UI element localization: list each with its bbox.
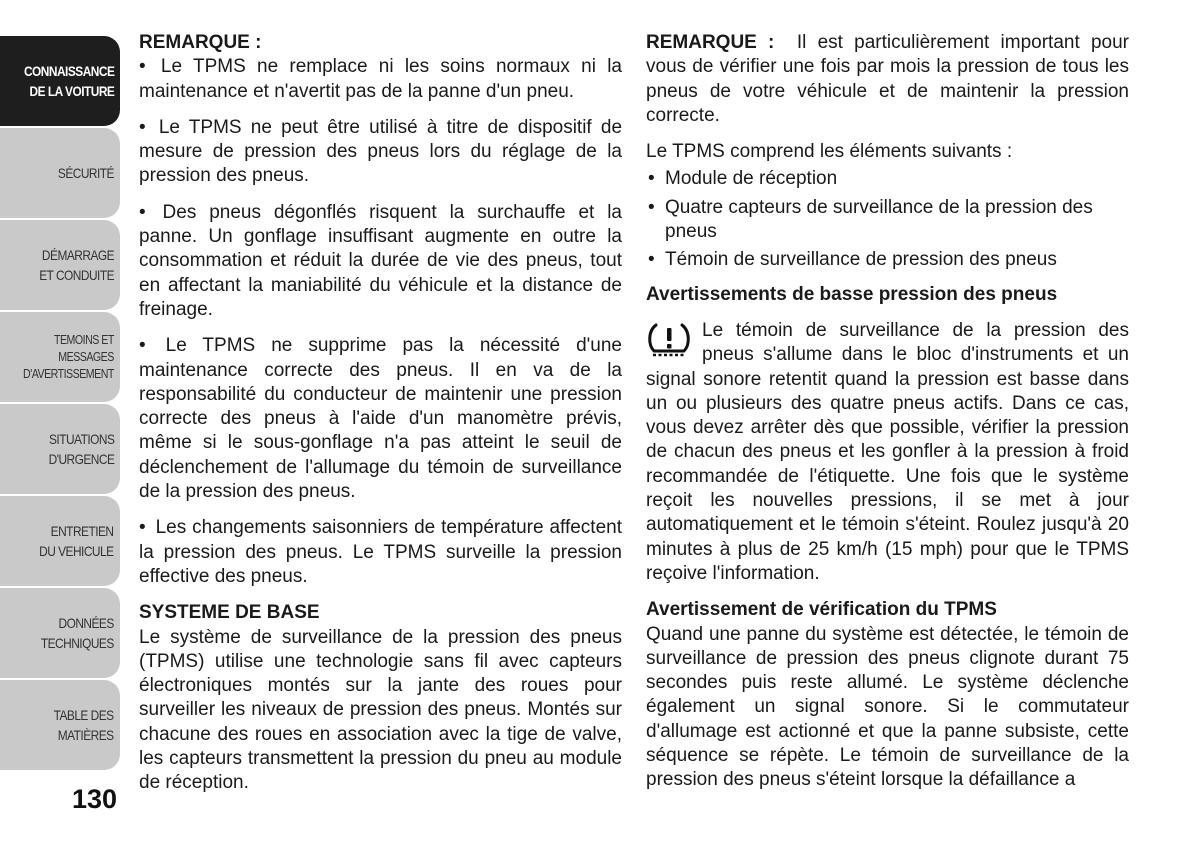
tab-label: ENTRETIEN DU VEHICULE <box>39 523 114 559</box>
page-number: 130 <box>72 784 118 814</box>
base-system-text: Le système de surveillance de la pression des pneus (TPMS) utilise une technologie sans fil avec capteurs électroniques montés sur la jante des roues pour surveiller les niveaux de pression des pneus. Montés sur chacune des roues en association avec la tige de valve, les capteurs transmettent la pression du pneu au module de réception. <box>139 626 622 794</box>
check-text: Quand une panne du système est détectée, le témoin de surveillance de pression des pneus clignote durant 75 secondes puis reste allumé. Le système déclenche également un signal sonore. Si le commutateur d'allumage est actionné et que la panne subsiste, cette séquence se répète. Le témoin de surveillance de la pression des pneus s'éteint lorsque la défaillance a <box>646 623 1129 791</box>
tire-pressure-warning-icon <box>646 321 692 361</box>
tab-donnees-techniques[interactable] <box>0 588 120 678</box>
bullet-marker: • <box>648 196 655 218</box>
remark-bullet-2 <box>139 116 622 189</box>
remark-bullet-5 <box>139 516 622 589</box>
list-item-text: Module de réception <box>665 168 838 190</box>
right-column <box>646 31 1129 805</box>
list-item-text: Témoin de surveillance de pression des pneus <box>665 249 1057 271</box>
bullet-marker: • <box>139 56 146 78</box>
remark-bullet-4 <box>139 334 622 504</box>
bullet-text: Les changements saisonniers de température affectent la pression des pneus. Le TPMS surveille la pression effective des pneus. <box>139 517 622 587</box>
remark-heading: REMARQUE : <box>139 32 262 53</box>
tab-connaissance-voiture[interactable] <box>0 36 120 126</box>
low-pressure-block <box>646 319 1129 586</box>
remark-bullet-1 <box>139 55 622 104</box>
check-heading: Avertissement de vérification du TPMS <box>646 599 997 621</box>
tab-demarrage-conduite[interactable] <box>0 220 120 310</box>
remark-paragraph <box>646 31 1129 128</box>
bullet-marker: • <box>139 335 146 357</box>
bullet-text: Le TPMS ne peut être utilisé à titre de dispositif de mesure de pression des pneus lors du réglage de la pression des pneus. <box>139 116 623 187</box>
bullet-text: Le TPMS ne supprime pas la nécessité d'une maintenance correcte des pneus. Il en va de la responsabilité du conducteur de maintenir une pression correcte des pneus à l'aide d'un manomètre prévis, même si le sous-gonflage n'a pas atteint le seuil de déclenchement de l'allumage du témoin de surveillance de la pression des pneus. <box>139 335 623 503</box>
tab-label: DÉMARRAGE ET CONDUITE <box>39 247 114 283</box>
tab-label: SÉCURITÉ <box>57 165 114 181</box>
left-column <box>139 31 622 808</box>
list-item-text: Quatre capteurs de surveillance de la pression des pneus <box>665 196 1093 243</box>
low-pressure-heading: Avertissements de basse pression des pneus <box>646 283 1058 305</box>
list-item <box>646 196 1129 245</box>
tab-situations-urgence[interactable] <box>0 404 120 494</box>
bullet-marker: • <box>139 201 146 223</box>
remark-bullet-3 <box>139 201 622 322</box>
list-item <box>646 248 1129 272</box>
base-system-heading: SYSTEME DE BASE <box>139 602 320 624</box>
low-pressure-text: Le témoin de surveillance de la pression des pneus s'allume dans le bloc d'instruments et un signal sonore retentit quand la pression est basse dans un ou plusieurs des quatre pneus actifs. Dans ce cas, vous devez arrêter dès que possible, vérifier la pression de chacun des pneus et les gonfler à la pression à froid recommandée de l'étiquette. Une fois que le système reçoit les nouvelles pressions, il se met à jour automatiquement et le témoin s'éteint. Roulez jusqu'à 20 minutes à plus de 25 km/h (15 mph) pour que le TPMS reçoive l'information. <box>646 319 1129 584</box>
bullet-marker: • <box>139 116 146 138</box>
bullet-text: Le TPMS ne remplace ni les soins normaux ni la maintenance et n'avertit pas de la panne d'un pneu. <box>139 56 622 102</box>
bullet-marker: • <box>648 249 655 271</box>
remark-text: Il est particulièrement important pour vous de vérifier une fois par mois la pression de tous les pneus de votre véhicule et de maintenir la pression correcte. <box>646 32 1129 126</box>
tab-label: SITUATIONS D'URGENCE <box>48 431 115 467</box>
tab-label: DONNÉES TECHNIQUES <box>41 615 114 651</box>
list-item <box>646 167 1129 191</box>
components-intro: Le TPMS comprend les éléments suivants : <box>646 141 1013 163</box>
components-list <box>646 167 1129 272</box>
tab-temoins-messages[interactable] <box>0 312 120 402</box>
tab-label: TABLE DES MATIÈRES <box>53 707 114 743</box>
tab-table-matieres[interactable] <box>0 680 120 770</box>
bullet-marker: • <box>648 168 655 190</box>
tab-label: CONNAISSANCE DE LA VOITURE <box>23 63 114 99</box>
remark-heading: REMARQUE : <box>646 32 775 53</box>
bullet-marker: • <box>139 517 146 539</box>
tab-securite[interactable] <box>0 128 120 218</box>
tab-entretien-vehicule[interactable] <box>0 496 120 586</box>
tab-label: TEMOINS ET MESSAGES D'AVERTISSEMENT <box>23 332 114 381</box>
bullet-text: Des pneus dégonflés risquent la surchauffe et la panne. Un gonflage insuffisant augmente en outre la consommation et réduit la durée de vie des pneus, tout en affectant la maniabilité du véhicule et la distance de freinage. <box>139 201 622 320</box>
